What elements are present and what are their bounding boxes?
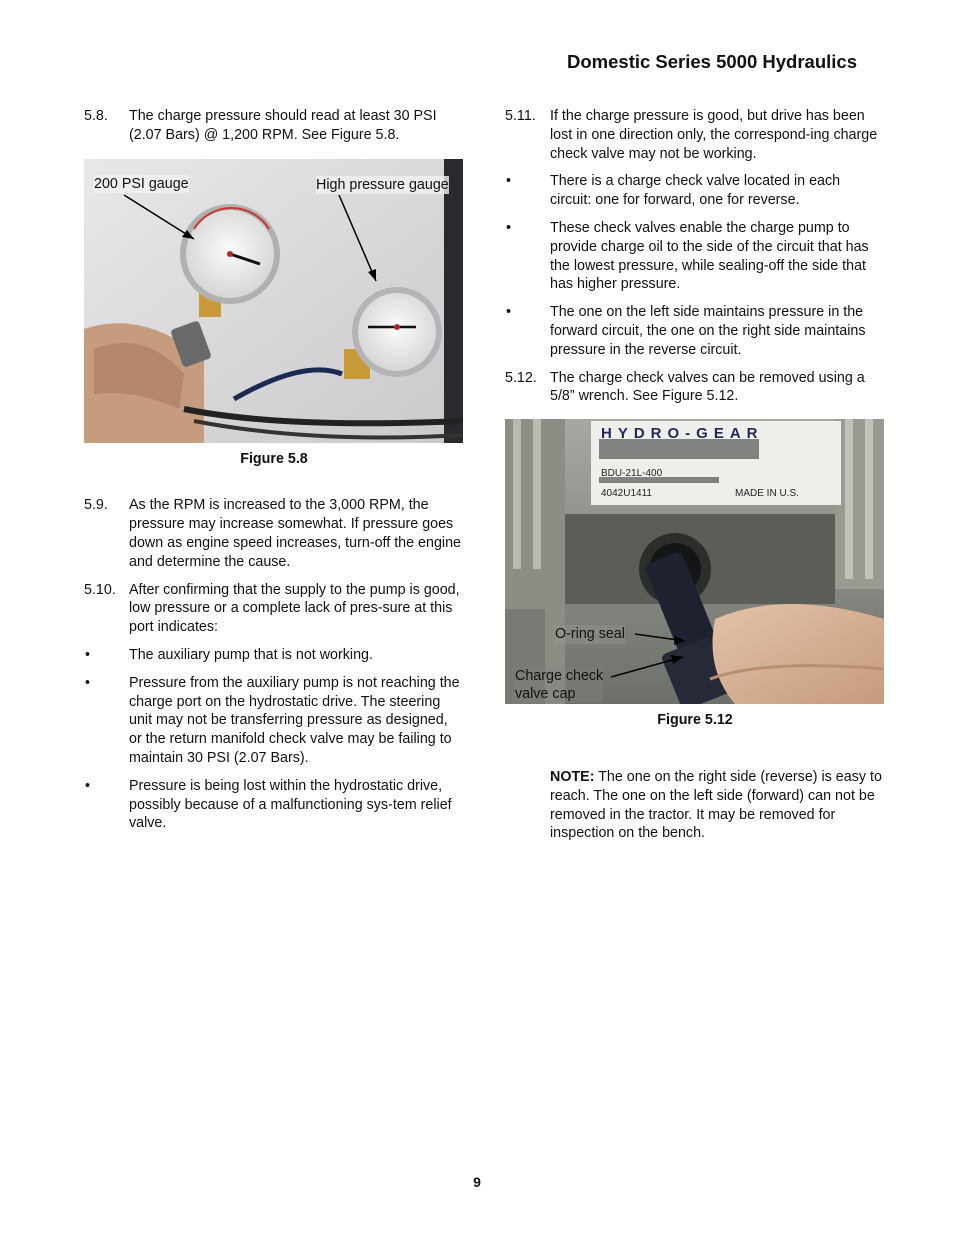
right-column [505,107,885,843]
bullet-item [505,172,885,210]
bullet-text: The auxiliary pump that is not working. [129,646,373,663]
step-5-8 [84,107,464,145]
note-label: NOTE: [550,768,595,785]
check-valve-photo [505,419,884,704]
figure-5-8 [84,159,463,443]
note-block [505,768,885,843]
figure-caption: Figure 5.8 [240,450,308,467]
figure-label-high-pressure: High pressure gauge [316,176,449,193]
figure-label-200-psi: 200 PSI gauge [94,175,189,192]
hydro-gear-made-in: MADE IN U.S. [735,488,799,500]
step-number: 5.9. [84,497,108,514]
step-text: As the RPM is increased to the 3,000 RPM, the pressure may increase somewhat. If pressure goes down as engine speed increases, turn-off the engine and determine the cause. [129,497,461,570]
step-text: After confirming that the supply to the pump is good, low pressure or a complete lack of pres-sure at this port indicates: [129,581,460,636]
bullet-item [84,777,464,833]
bullet-item [84,674,464,768]
page-header-title: Domestic Series 5000 Hydraulics [567,51,857,72]
bullet-mark: • [85,674,91,691]
hydro-gear-serial: 4042U1411 [601,488,652,500]
bullet-text: Pressure from the auxiliary pump is not reaching the charge port on the hydrostatic drive. The steering unit may not be transferring pressure as designed, or the return manifold check valve may be failing to maintain 30 PSI (2.07 Bars). [129,674,460,766]
bullet-mark: • [506,219,512,236]
left-column [84,107,464,842]
gauges-photo [84,159,463,443]
bullet-text: The one on the left side maintains pressure in the forward circuit, the one on the right side maintains pressure in the reverse circuit. [550,304,866,358]
step-text: The charge pressure should read at least 30 PSI (2.07 Bars) @ 1,200 RPM. See Figure 5.8. [129,108,437,143]
step-text: If the charge pressure is good, but drive has been lost in one direction only, the correspond-ing charge check valve may not be working. [550,108,878,162]
step-number: 5.8. [84,108,108,124]
step-text: The charge check valves can be removed using a 5/8” wrench. See Figure 5.12. [550,369,865,405]
bullet-item [505,219,885,294]
bullet-mark: • [85,777,91,794]
step-5-9 [84,496,464,571]
bullet-text: There is a charge check valve located in each circuit: one for forward, one for reverse. [550,173,841,209]
step-5-12 [505,369,885,407]
figure-label-line: Charge check [515,668,604,685]
figure-label-o-ring-seal: O-ring seal [555,626,625,643]
hydro-gear-model: BDU-21L-400 [601,468,663,480]
figure-label-line: valve cap [515,686,576,703]
bullet-item [505,303,885,359]
figure-5-12 [505,419,884,704]
step-number: 5.11. [505,108,536,124]
bullet-item [84,646,464,665]
hydro-gear-brand: HYDRO-GEAR [601,425,764,443]
figure-caption: Figure 5.12 [657,712,733,729]
bullet-mark: • [85,646,91,663]
bullet-text: Pressure is being lost within the hydrostatic drive, possibly because of a malfunctioning sys-tem relief valve. [129,777,452,832]
figure-label-charge-check-cap [515,667,603,703]
bullet-mark: • [506,304,512,321]
step-5-10 [84,581,464,637]
step-number: 5.10. [84,581,116,598]
step-number: 5.12. [505,369,537,386]
bullet-text: These check valves enable the charge pump to provide charge oil to the side of the circuit that has the lowest pressure, while sealing-off the side that has higher pressure. [550,219,869,293]
page-number: 9 [473,1174,481,1190]
step-5-11 [505,107,885,163]
note-text: The one on the right side (reverse) is easy to reach. The one on the left side (forward) can not be removed in the tractor. It may be removed for inspection on the bench. [550,768,882,842]
bullet-mark: • [506,173,512,190]
